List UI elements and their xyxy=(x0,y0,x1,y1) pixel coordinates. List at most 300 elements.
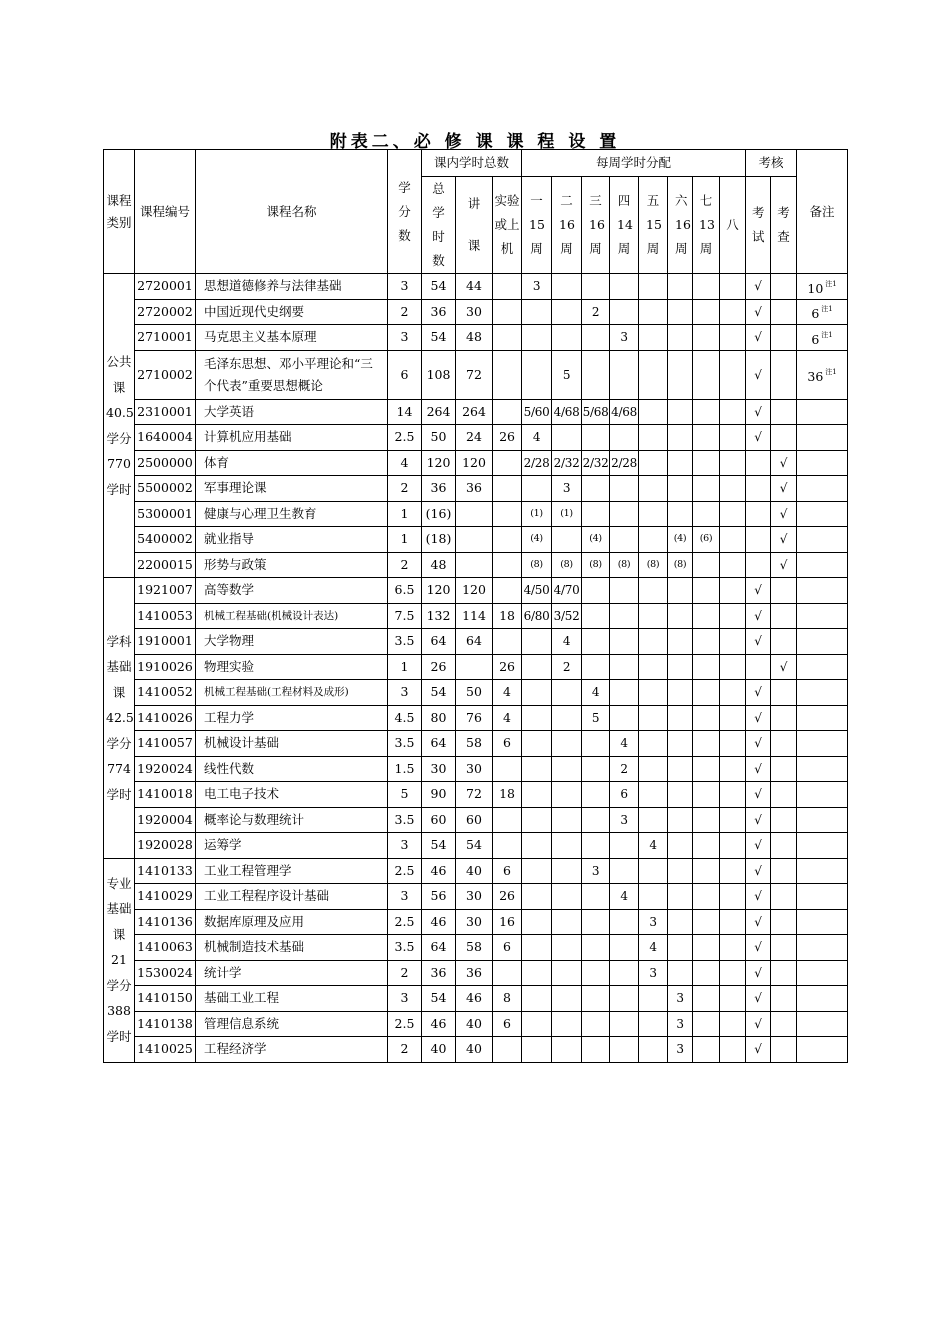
weekly-hours: 3 xyxy=(610,807,639,833)
course-total-hours: 108 xyxy=(422,350,456,399)
course-name: 计算机应用基础 xyxy=(196,425,388,451)
course-code: 1910001 xyxy=(135,629,196,655)
remark-cell xyxy=(797,1037,848,1063)
course-lecture-hours xyxy=(456,501,493,527)
check-mark xyxy=(771,705,797,731)
weekly-hours: (8) xyxy=(639,552,668,578)
course-total-hours: 64 xyxy=(422,629,456,655)
weekly-hours xyxy=(610,578,639,604)
category-label: 学科基础课42.5学分774学时 xyxy=(104,578,135,859)
weekly-hours xyxy=(668,833,693,859)
weekly-hours xyxy=(720,527,746,553)
course-lab-hours xyxy=(493,325,522,351)
course-lab-hours xyxy=(493,274,522,300)
weekly-hours xyxy=(668,807,693,833)
weekly-hours xyxy=(610,1037,639,1063)
course-code: 1640004 xyxy=(135,425,196,451)
course-lecture-hours: 24 xyxy=(456,425,493,451)
course-code: 2720002 xyxy=(135,299,196,325)
weekly-hours: (8) xyxy=(668,552,693,578)
check-mark xyxy=(771,731,797,757)
weekly-hours: 4 xyxy=(639,935,668,961)
weekly-hours: (8) xyxy=(522,552,552,578)
weekly-hours xyxy=(668,274,693,300)
course-lab-hours: 4 xyxy=(493,680,522,706)
weekly-hours xyxy=(720,807,746,833)
remark-cell xyxy=(797,501,848,527)
course-lecture-hours: 264 xyxy=(456,399,493,425)
table-row xyxy=(104,274,848,300)
weekly-hours xyxy=(693,807,720,833)
weekly-hours xyxy=(720,756,746,782)
course-name: 军事理论课 xyxy=(196,476,388,502)
weekly-hours xyxy=(610,527,639,553)
weekly-hours xyxy=(720,603,746,629)
weekly-hours xyxy=(610,986,639,1012)
weekly-hours: 2 xyxy=(582,299,610,325)
exam-mark: √ xyxy=(746,603,771,629)
remark-cell xyxy=(797,425,848,451)
weekly-hours: (4) xyxy=(522,527,552,553)
course-code: 1410063 xyxy=(135,935,196,961)
course-total-hours: 46 xyxy=(422,858,456,884)
weekly-hours xyxy=(668,450,693,476)
remark-cell xyxy=(797,833,848,859)
weekly-hours xyxy=(668,603,693,629)
course-lab-hours xyxy=(493,629,522,655)
course-total-hours: 120 xyxy=(422,450,456,476)
course-total-hours: 54 xyxy=(422,325,456,351)
weekly-hours xyxy=(610,705,639,731)
weekly-hours xyxy=(639,986,668,1012)
header-semester: 三16周 xyxy=(582,177,610,274)
weekly-hours xyxy=(552,858,582,884)
weekly-hours xyxy=(720,299,746,325)
remark-cell xyxy=(797,807,848,833)
table-row xyxy=(104,629,848,655)
weekly-hours xyxy=(668,858,693,884)
remark-cell xyxy=(797,578,848,604)
table-row xyxy=(104,756,848,782)
course-name: 工业工程程序设计基础 xyxy=(196,884,388,910)
course-total-hours: 64 xyxy=(422,935,456,961)
weekly-hours xyxy=(552,1037,582,1063)
weekly-hours xyxy=(720,731,746,757)
course-total-hours: 36 xyxy=(422,299,456,325)
course-name: 形势与政策 xyxy=(196,552,388,578)
weekly-hours: 3 xyxy=(552,476,582,502)
exam-mark: √ xyxy=(746,935,771,961)
weekly-hours: 5 xyxy=(552,350,582,399)
check-mark xyxy=(771,1011,797,1037)
course-total-hours: 54 xyxy=(422,833,456,859)
weekly-hours xyxy=(693,884,720,910)
weekly-hours xyxy=(720,450,746,476)
exam-mark: √ xyxy=(746,274,771,300)
course-total-hours: 48 xyxy=(422,552,456,578)
exam-mark: √ xyxy=(746,1037,771,1063)
course-total-hours: 40 xyxy=(422,1037,456,1063)
weekly-hours xyxy=(693,425,720,451)
course-code: 1530024 xyxy=(135,960,196,986)
course-lecture-hours: 44 xyxy=(456,274,493,300)
remark-cell xyxy=(797,960,848,986)
table-row xyxy=(104,654,848,680)
weekly-hours xyxy=(610,858,639,884)
course-lecture-hours: 120 xyxy=(456,578,493,604)
weekly-hours xyxy=(668,705,693,731)
check-mark xyxy=(771,807,797,833)
check-mark xyxy=(771,325,797,351)
header-credits: 学分数 xyxy=(388,150,422,274)
remark-cell xyxy=(797,705,848,731)
course-lecture-hours: 120 xyxy=(456,450,493,476)
weekly-hours xyxy=(610,350,639,399)
course-lab-hours: 16 xyxy=(493,909,522,935)
weekly-hours xyxy=(582,274,610,300)
course-credits: 1 xyxy=(388,654,422,680)
header-check: 考查 xyxy=(771,177,797,274)
course-lecture-hours: 58 xyxy=(456,935,493,961)
weekly-hours xyxy=(552,782,582,808)
course-lab-hours: 6 xyxy=(493,858,522,884)
check-mark: √ xyxy=(771,654,797,680)
header-lecture: 讲课 xyxy=(456,177,493,274)
exam-mark: √ xyxy=(746,960,771,986)
weekly-hours xyxy=(693,935,720,961)
course-name: 机械工程基础(工程材料及成形) xyxy=(196,680,388,706)
course-lecture-hours: 40 xyxy=(456,858,493,884)
exam-mark xyxy=(746,476,771,502)
weekly-hours xyxy=(668,884,693,910)
weekly-hours: 6 xyxy=(610,782,639,808)
exam-mark: √ xyxy=(746,325,771,351)
remark-cell xyxy=(797,654,848,680)
course-total-hours: 50 xyxy=(422,425,456,451)
weekly-hours xyxy=(720,680,746,706)
course-name: 工程经济学 xyxy=(196,1037,388,1063)
weekly-hours xyxy=(610,425,639,451)
course-code: 1410138 xyxy=(135,1011,196,1037)
exam-mark: √ xyxy=(746,350,771,399)
weekly-hours xyxy=(693,705,720,731)
table-row xyxy=(104,501,848,527)
remark-cell xyxy=(797,399,848,425)
course-lecture-hours: 40 xyxy=(456,1011,493,1037)
weekly-hours xyxy=(522,909,552,935)
weekly-hours: (4) xyxy=(582,527,610,553)
weekly-hours: 6/80 xyxy=(522,603,552,629)
weekly-hours xyxy=(610,476,639,502)
weekly-hours xyxy=(552,960,582,986)
weekly-hours xyxy=(639,807,668,833)
remark-value: 10 xyxy=(807,280,824,296)
course-code: 1410150 xyxy=(135,986,196,1012)
weekly-hours xyxy=(693,960,720,986)
header-hours-group: 课内学时总数 xyxy=(422,150,522,177)
table-row xyxy=(104,1037,848,1063)
weekly-hours xyxy=(720,858,746,884)
course-lecture-hours: 50 xyxy=(456,680,493,706)
course-lecture-hours: 54 xyxy=(456,833,493,859)
course-name: 工业工程管理学 xyxy=(196,858,388,884)
check-mark xyxy=(771,909,797,935)
weekly-hours xyxy=(693,629,720,655)
weekly-hours xyxy=(693,654,720,680)
weekly-hours xyxy=(693,603,720,629)
header-name: 课程名称 xyxy=(196,150,388,274)
weekly-hours: 4/68 xyxy=(552,399,582,425)
weekly-hours xyxy=(582,501,610,527)
course-total-hours: 264 xyxy=(422,399,456,425)
course-credits: 7.5 xyxy=(388,603,422,629)
weekly-hours xyxy=(693,1011,720,1037)
weekly-hours xyxy=(720,909,746,935)
weekly-hours xyxy=(552,425,582,451)
weekly-hours xyxy=(639,731,668,757)
course-lab-hours xyxy=(493,960,522,986)
header-exam-group: 考核 xyxy=(746,150,797,177)
course-code: 1920028 xyxy=(135,833,196,859)
course-code: 1410052 xyxy=(135,680,196,706)
table-row xyxy=(104,325,848,351)
course-credits: 2 xyxy=(388,299,422,325)
course-credits: 6 xyxy=(388,350,422,399)
header-category: 课程类别 xyxy=(104,150,135,274)
weekly-hours xyxy=(552,756,582,782)
check-mark: √ xyxy=(771,501,797,527)
weekly-hours xyxy=(522,1037,552,1063)
weekly-hours xyxy=(639,884,668,910)
weekly-hours xyxy=(552,680,582,706)
weekly-hours xyxy=(720,274,746,300)
course-lecture-hours: 58 xyxy=(456,731,493,757)
weekly-hours xyxy=(668,731,693,757)
course-credits: 2.5 xyxy=(388,858,422,884)
weekly-hours xyxy=(720,960,746,986)
course-lab-hours xyxy=(493,552,522,578)
weekly-hours xyxy=(720,654,746,680)
table-row xyxy=(104,909,848,935)
exam-mark xyxy=(746,501,771,527)
course-credits: 3.5 xyxy=(388,935,422,961)
course-credits: 2 xyxy=(388,476,422,502)
check-mark xyxy=(771,299,797,325)
weekly-hours xyxy=(582,986,610,1012)
weekly-hours xyxy=(639,299,668,325)
table-row xyxy=(104,986,848,1012)
weekly-hours xyxy=(668,782,693,808)
weekly-hours xyxy=(610,274,639,300)
weekly-hours xyxy=(552,731,582,757)
check-mark: √ xyxy=(771,552,797,578)
weekly-hours xyxy=(639,756,668,782)
table-row xyxy=(104,350,848,399)
remark-cell xyxy=(797,350,848,399)
remark-cell xyxy=(797,756,848,782)
exam-mark: √ xyxy=(746,1011,771,1037)
exam-mark: √ xyxy=(746,629,771,655)
remark-cell xyxy=(797,884,848,910)
weekly-hours xyxy=(582,960,610,986)
course-total-hours: 64 xyxy=(422,731,456,757)
weekly-hours xyxy=(668,756,693,782)
check-mark xyxy=(771,274,797,300)
table-row xyxy=(104,705,848,731)
weekly-hours xyxy=(693,350,720,399)
weekly-hours xyxy=(582,629,610,655)
weekly-hours xyxy=(610,603,639,629)
weekly-hours: 3 xyxy=(668,1037,693,1063)
course-code: 1410136 xyxy=(135,909,196,935)
weekly-hours xyxy=(720,350,746,399)
remark-cell xyxy=(797,603,848,629)
weekly-hours: (6) xyxy=(693,527,720,553)
course-lecture-hours: 72 xyxy=(456,782,493,808)
course-credits: 3.5 xyxy=(388,629,422,655)
table-row xyxy=(104,450,848,476)
course-total-hours: 54 xyxy=(422,986,456,1012)
weekly-hours xyxy=(522,299,552,325)
check-mark xyxy=(771,935,797,961)
course-total-hours: 30 xyxy=(422,756,456,782)
weekly-hours xyxy=(693,501,720,527)
weekly-hours xyxy=(582,756,610,782)
course-name: 机械工程基础(机械设计表达) xyxy=(196,603,388,629)
weekly-hours: 4/70 xyxy=(552,578,582,604)
weekly-hours xyxy=(639,1037,668,1063)
check-mark xyxy=(771,399,797,425)
course-lab-hours xyxy=(493,350,522,399)
weekly-hours xyxy=(610,960,639,986)
course-lecture-hours: 30 xyxy=(456,756,493,782)
weekly-hours xyxy=(552,986,582,1012)
weekly-hours xyxy=(639,782,668,808)
course-total-hours: 36 xyxy=(422,476,456,502)
header-semester: 二16周 xyxy=(552,177,582,274)
exam-mark: √ xyxy=(746,858,771,884)
remark-cell xyxy=(797,527,848,553)
check-mark xyxy=(771,782,797,808)
header-semester: 四14周 xyxy=(610,177,639,274)
weekly-hours xyxy=(522,935,552,961)
weekly-hours xyxy=(610,935,639,961)
exam-mark: √ xyxy=(746,986,771,1012)
remark-cell xyxy=(797,450,848,476)
weekly-hours xyxy=(582,476,610,502)
course-code: 1410026 xyxy=(135,705,196,731)
course-lab-hours xyxy=(493,1037,522,1063)
course-name: 马克思主义基本原理 xyxy=(196,325,388,351)
course-credits: 3 xyxy=(388,833,422,859)
course-code: 1920024 xyxy=(135,756,196,782)
remark-note: 注1 xyxy=(825,279,837,288)
weekly-hours xyxy=(639,858,668,884)
course-lab-hours xyxy=(493,299,522,325)
course-total-hours: 54 xyxy=(422,680,456,706)
table-row xyxy=(104,935,848,961)
course-lecture-hours: 72 xyxy=(456,350,493,399)
weekly-hours xyxy=(639,399,668,425)
weekly-hours xyxy=(720,578,746,604)
weekly-hours xyxy=(582,935,610,961)
weekly-hours xyxy=(720,705,746,731)
exam-mark: √ xyxy=(746,399,771,425)
weekly-hours: 4 xyxy=(522,425,552,451)
course-lab-hours xyxy=(493,807,522,833)
course-code: 1410029 xyxy=(135,884,196,910)
weekly-hours xyxy=(693,680,720,706)
course-lecture-hours: 30 xyxy=(456,909,493,935)
weekly-hours xyxy=(693,1037,720,1063)
header-semester: 五15周 xyxy=(639,177,668,274)
course-total-hours: (18) xyxy=(422,527,456,553)
course-credits: 14 xyxy=(388,399,422,425)
table-row xyxy=(104,552,848,578)
weekly-hours xyxy=(552,527,582,553)
page-title: 附表二、必 修 课 课 程 设 置 xyxy=(329,132,621,152)
weekly-hours xyxy=(720,476,746,502)
weekly-hours: (1) xyxy=(522,501,552,527)
weekly-hours xyxy=(522,325,552,351)
course-name: 机械制造技术基础 xyxy=(196,935,388,961)
course-name: 电工电子技术 xyxy=(196,782,388,808)
weekly-hours xyxy=(720,935,746,961)
course-credits: 3 xyxy=(388,884,422,910)
weekly-hours xyxy=(720,629,746,655)
header-semester: 六16周 xyxy=(668,177,693,274)
weekly-hours: 3 xyxy=(639,909,668,935)
exam-mark: √ xyxy=(746,680,771,706)
weekly-hours xyxy=(639,680,668,706)
remark-cell xyxy=(797,986,848,1012)
weekly-hours xyxy=(720,986,746,1012)
course-lab-hours: 6 xyxy=(493,731,522,757)
remark-value: 36 xyxy=(807,369,824,384)
course-name: 运筹学 xyxy=(196,833,388,859)
weekly-hours xyxy=(668,578,693,604)
check-mark xyxy=(771,629,797,655)
weekly-hours xyxy=(522,731,552,757)
weekly-hours: 2/32 xyxy=(582,450,610,476)
weekly-hours: 4/50 xyxy=(522,578,552,604)
weekly-hours: 4 xyxy=(639,833,668,859)
weekly-hours xyxy=(639,629,668,655)
course-total-hours: 46 xyxy=(422,1011,456,1037)
remark-note: 注1 xyxy=(825,368,837,376)
course-code: 1921007 xyxy=(135,578,196,604)
table-row xyxy=(104,603,848,629)
remark-cell xyxy=(797,1011,848,1037)
weekly-hours xyxy=(639,654,668,680)
course-lab-hours xyxy=(493,833,522,859)
course-name: 大学英语 xyxy=(196,399,388,425)
course-code: 1410053 xyxy=(135,603,196,629)
weekly-hours xyxy=(639,603,668,629)
course-total-hours: 56 xyxy=(422,884,456,910)
weekly-hours xyxy=(522,629,552,655)
exam-mark xyxy=(746,527,771,553)
exam-mark: √ xyxy=(746,884,771,910)
weekly-hours xyxy=(639,476,668,502)
weekly-hours: 2 xyxy=(610,756,639,782)
course-credits: 2 xyxy=(388,552,422,578)
header-weekly-group: 每周学时分配 xyxy=(522,150,746,177)
table-row xyxy=(104,1011,848,1037)
course-lecture-hours: 40 xyxy=(456,1037,493,1063)
weekly-hours xyxy=(720,884,746,910)
course-lab-hours: 26 xyxy=(493,884,522,910)
